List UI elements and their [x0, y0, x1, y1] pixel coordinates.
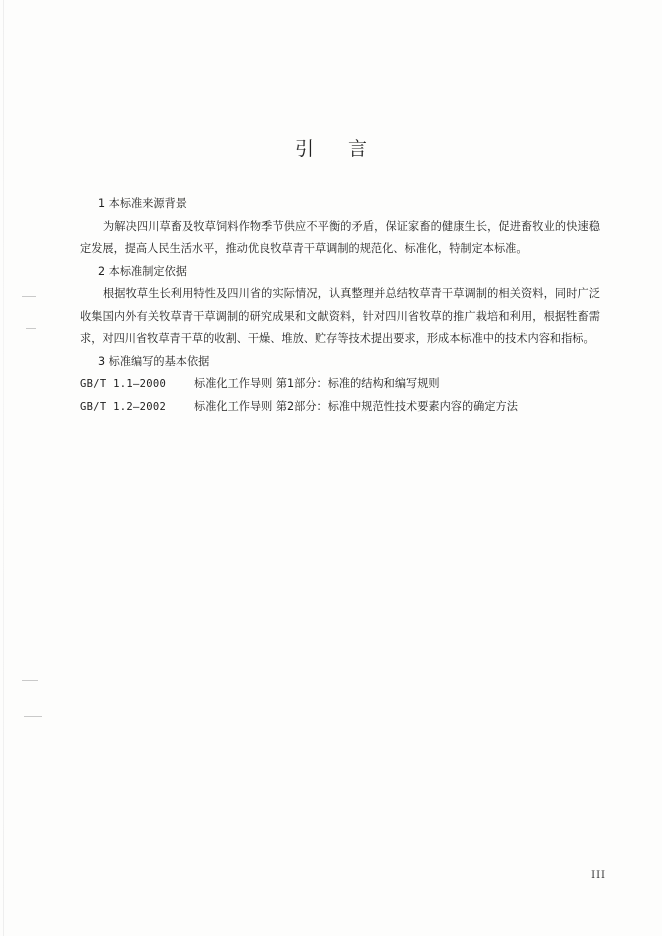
section-heading-1: 1 本标准来源背景: [98, 197, 187, 210]
section-paragraph-1: 为解决四川草畜及牧草饲料作物季节供应不平衡的矛盾，保证家畜的健康生长，促进畜牧业的快速稳定发展，提高人民生活水平，推动优良牧草青干草调制的规范化、标准化，特制定本标准。: [80, 219, 600, 255]
margin-mark: [26, 328, 36, 329]
standard-reference: [80, 396, 600, 419]
standard-reference: [80, 373, 600, 396]
document-body: [80, 193, 600, 418]
margin-mark: [22, 680, 38, 681]
standard-name: 标准化工作导则 第2部分：标准中规范性技术要素内容的确定方法: [194, 399, 518, 413]
page-title: 引言: [294, 138, 401, 160]
page-number: III: [591, 870, 606, 881]
section-paragraph-2: 根据牧草生长利用特性及四川省的实际情况，认真整理并总结牧草青干草调制的相关资料，同时广泛收集国内外有关牧草青干草调制的研究成果和文献资料，针对四川省牧草的推广栽培和利用，根据牲畜需求，对四川省牧草青干草的收割、干燥、堆放、贮存等技术提出要求，形成本标准中的技术内容和指标。: [80, 287, 600, 345]
section-heading-3: 3 标准编写的基本依据: [98, 354, 210, 368]
standard-code: GB/T 1.2—2002: [80, 400, 167, 413]
standard-code: GB/T 1.1—2000: [80, 378, 167, 390]
section-heading-2: 2 本标准制定依据: [98, 264, 187, 278]
margin-mark: [24, 716, 42, 717]
standard-name: 标准化工作导则 第1部分：标准的结构和编写规则: [194, 377, 440, 390]
margin-mark: [22, 296, 36, 297]
